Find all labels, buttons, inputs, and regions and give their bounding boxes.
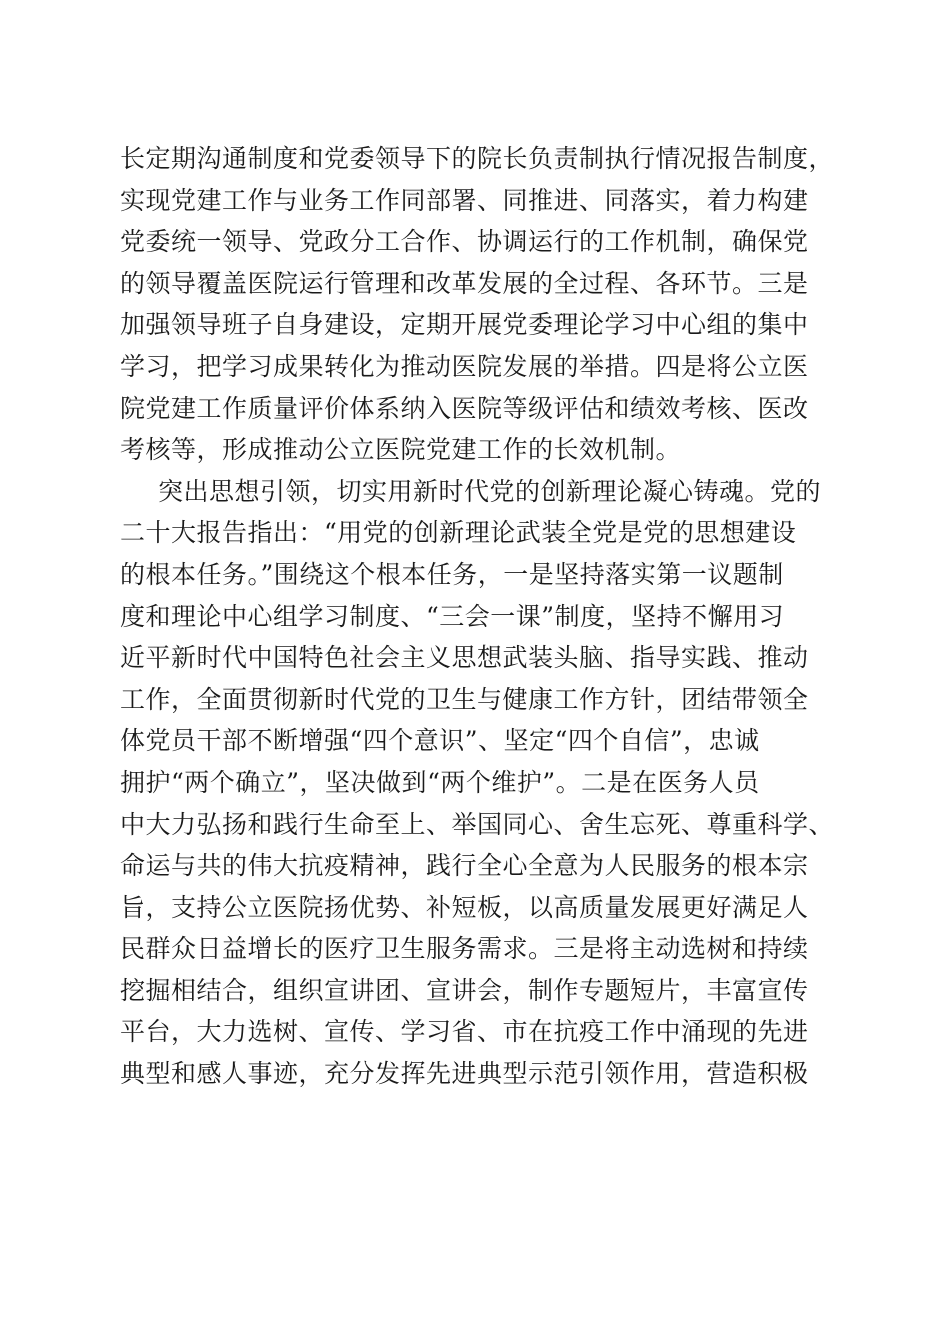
text-line: 院党建工作质量评价体系纳入医院等级评估和绩效考核、医改 [120,393,809,423]
text-line: 典型和感人事迹，充分发挥先进典型示范引领作用，营造积极 [120,1059,809,1089]
text-line: 工作，全面贯彻新时代党的卫生与健康工作方针，团结带领全 [120,684,809,714]
text-line: 学习，把学习成果转化为推动医院发展的举措。四是将公立医 [120,351,809,381]
text-line: 考核等，形成推动公立医院党建工作的长效机制。 [120,435,682,465]
text-line: 实现党建工作与业务工作同部署、同推进、同落实，着力构建 [120,185,809,215]
text-line: 的领导覆盖医院运行管理和改革发展的全过程、各环节。三是 [120,268,809,298]
paragraph-2 [120,471,840,1095]
text-line: 突出思想引领，切实用新时代党的创新理论凝心铸魂。党的 [158,476,822,506]
text-line: 的根本任务。”围绕这个根本任务，一是坚持落实第一议题制 [120,559,784,589]
text-line: 挖掘相结合，组织宣讲团、宣讲会，制作专题短片，丰富宣传 [120,975,809,1005]
text-line: 度和理论中心组学习制度、“三会一课”制度，坚持不懈用习 [120,601,785,631]
text-line: 平台，大力选树、宣传、学习省、市在抗疫工作中涌现的先进 [120,1017,809,1047]
text-line: 拥护“两个确立”，坚决做到“两个维护”。二是在医务人员 [120,767,760,797]
text-line: 民群众日益增长的医疗卫生服务需求。三是将主动选树和持续 [120,934,809,964]
paragraph-1 [120,138,840,471]
text-line: 党委统一领导、党政分工合作、协调运行的工作机制，确保党 [120,227,809,257]
body-text [120,138,840,1095]
text-line: 命运与共的伟大抗疫精神，践行全心全意为人民服务的根本宗 [120,851,809,881]
text-line: 中大力弘扬和践行生命至上、举国同心、舍生忘死、尊重科学、 [120,809,835,839]
text-line: 旨，支持公立医院扬优势、补短板，以高质量发展更好满足人 [120,892,809,922]
text-line: 近平新时代中国特色社会主义思想武装头脑、指导实践、推动 [120,643,809,673]
text-line: 长定期沟通制度和党委领导下的院长负责制执行情况报告制度， [120,144,835,173]
text-line: 体党员干部不断增强“四个意识”、坚定“四个自信”，忠诚 [120,726,760,756]
text-line: 二十大报告指出：“用党的创新理论武装全党是党的思想建设 [120,518,797,548]
text-line: 加强领导班子自身建设，定期开展党委理论学习中心组的集中 [120,310,809,340]
